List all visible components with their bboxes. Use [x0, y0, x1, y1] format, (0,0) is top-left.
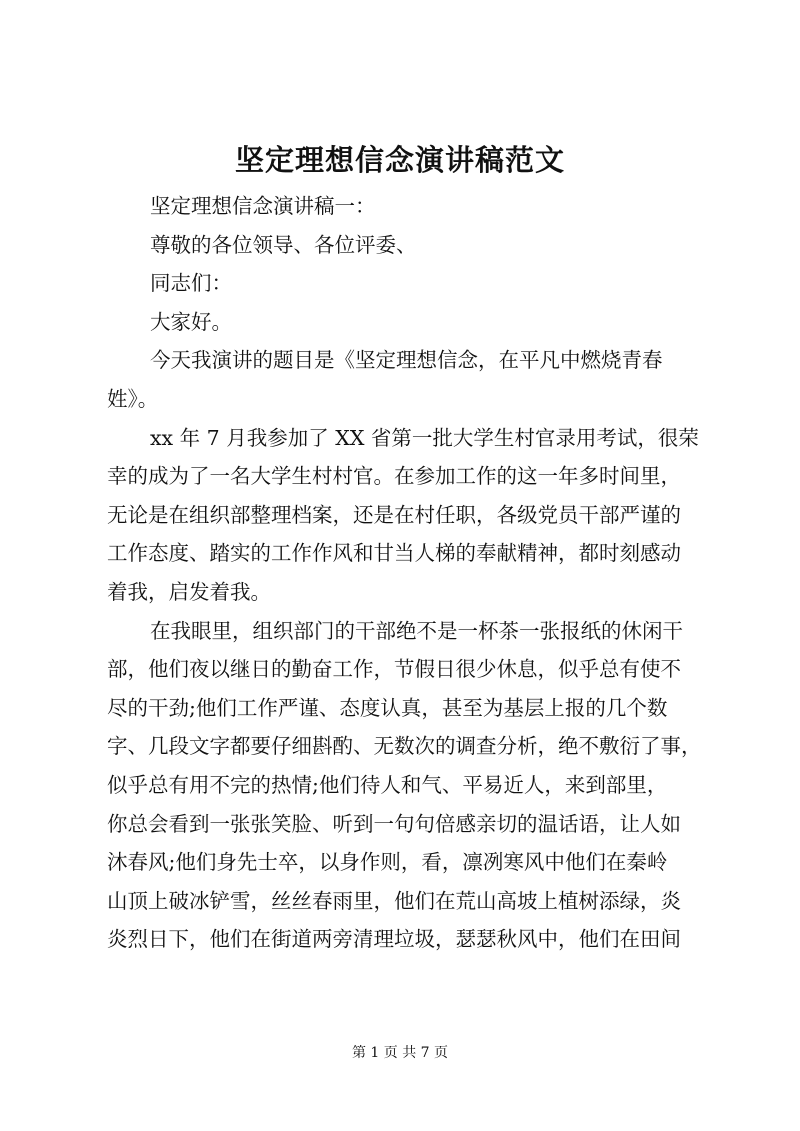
paragraph-line: 沐春风;他们身先士卒，以身作则，看，凛冽寒风中他们在秦岭: [107, 850, 668, 875]
paragraph-line: 大家好。: [150, 309, 232, 334]
paragraph-line: 姓》。: [107, 386, 159, 411]
page-number: 第 1 页 共 7 页: [351, 1045, 449, 1061]
paragraph-line: 尽的干劲;他们工作严谨、态度认真，甚至为基层上报的几个数: [107, 695, 668, 720]
paragraph-line: 同志们：: [150, 271, 232, 296]
document-title: 坚定理想信念演讲稿范文: [234, 143, 565, 177]
paragraph-line: 部，他们夜以继日的勤奋工作，节假日很少休息，似乎总有使不: [107, 657, 681, 682]
paragraph-line: xx 年 7 月我参加了 XX 省第一批大学生村官录用考试，很荣: [150, 425, 699, 450]
document-body: [107, 187, 707, 959]
paragraph-line: 工作态度、踏实的工作作风和甘当人梯的奉献精神，都时刻感动: [107, 541, 681, 566]
paragraph-line: 字、几段文字都要仔细斟酌、无数次的调查分析，绝不敷衍了事，: [107, 734, 702, 759]
paragraph-line: 今天我演讲的题目是《坚定理想信念，在平凡中燃烧青春: [150, 348, 663, 373]
paragraph-line: 幸的成为了一名大学生村村官。在参加工作的这一年多时间里，: [107, 464, 681, 489]
paragraph-line: 你总会看到一张张笑脸、听到一句句倍感亲切的温话语，让人如: [107, 811, 681, 836]
paragraph-line: 无论是在组织部整理档案，还是在村任职，各级党员干部严谨的: [107, 502, 681, 527]
paragraph-line: 尊敬的各位领导、各位评委、: [150, 232, 417, 257]
page-footer: [0, 1043, 800, 1063]
paragraph-line: 山顶上破冰铲雪，丝丝春雨里，他们在荒山高坡上植树添绿，炎: [107, 888, 681, 913]
paragraph-line: 在我眼里，组织部门的干部绝不是一杯茶一张报纸的休闲干: [150, 618, 683, 643]
paragraph-line: 似乎总有用不完的热情;他们待人和气、平易近人，来到部里，: [107, 772, 668, 797]
paragraph-line: 炎烈日下，他们在街道两旁清理垃圾，瑟瑟秋风中，他们在田间: [107, 927, 681, 952]
paragraph-line: 坚定理想信念演讲稿一：: [150, 194, 376, 218]
paragraph-line: 着我，启发着我。: [107, 579, 271, 604]
